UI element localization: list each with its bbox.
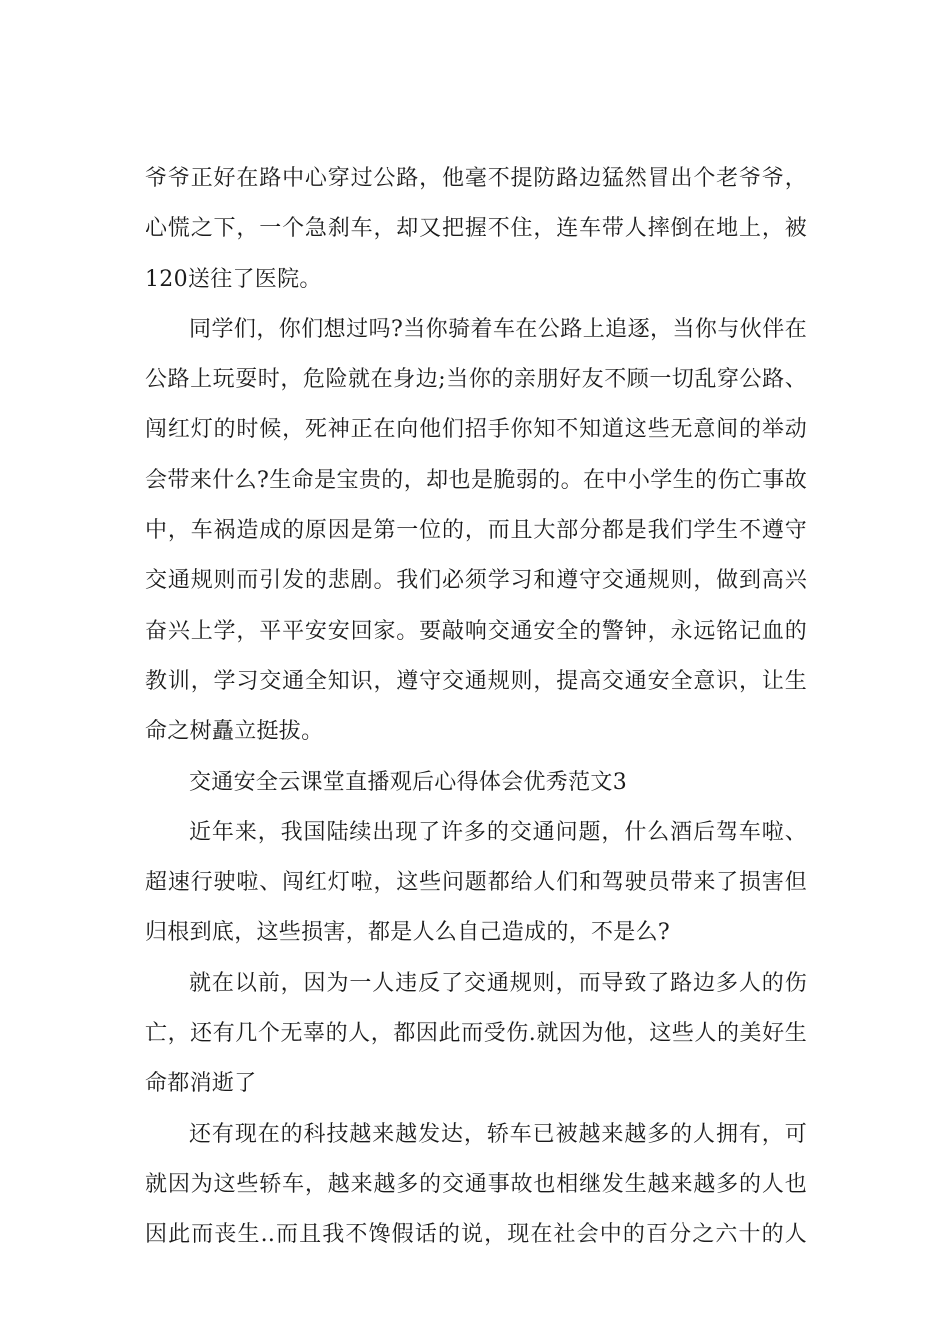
text-line: 超速行驶啦、闯红灯啦，这些问题都给人们和驾驶员带来了损害但 [145, 870, 807, 896]
paragraph-p2 [145, 305, 807, 758]
text-line: 因此而丧生..而且我不馋假话的说，现在社会中的百分之六十的人 [145, 1222, 807, 1248]
paragraph-p5 [145, 1110, 807, 1261]
text-line: 闯红灯的时候，死神正在向他们招手你知不知道这些无意间的举动 [145, 417, 807, 443]
text-line: 归根到底，这些损害，都是人么自己造成的，不是么? [145, 920, 670, 946]
text-line: 交通规则而引发的悲剧。我们必须学习和遵守交通规则，做到高兴 [145, 568, 807, 594]
text-line: 命都消逝了 [145, 1071, 257, 1097]
text-line: 中，车祸造成的原因是第一位的，而且大部分都是我们学生不遵守 [145, 518, 807, 544]
text-line: 120送往了医院。 [145, 266, 322, 292]
text-line: 命之树矗立挺拔。 [145, 719, 324, 745]
text-line: 亡，还有几个无辜的人，都因此而受伤.就因为他，这些人的美好生 [145, 1021, 807, 1047]
paragraph-p1 [145, 154, 807, 305]
text-line: 就因为这些轿车，越来越多的交通事故也相继发生越来越多的人也 [145, 1171, 807, 1197]
text-line: 会带来什么?生命是宝贵的，却也是脆弱的。在中小学生的伤亡事故 [145, 467, 807, 493]
paragraph-p3 [145, 808, 807, 959]
section-heading [145, 758, 807, 808]
text-line: 同学们，你们想过吗?当你骑着车在公路上追逐，当你与伙伴在 [189, 316, 807, 342]
paragraph-p4 [145, 959, 807, 1110]
document-body [145, 154, 807, 1261]
text-line: 还有现在的科技越来越发达，轿车已被越来越多的人拥有，可 [189, 1121, 807, 1147]
text-line: 奋兴上学，平平安安回家。要敲响交通安全的警钟，永远铭记血的 [145, 618, 807, 644]
text-line: 公路上玩耍时，危险就在身边;当你的亲朋好友不顾一切乱穿公路、 [145, 367, 807, 393]
text-line: 爷爷正好在路中心穿过公路，他毫不提防路边猛然冒出个老爷爷， [145, 166, 807, 191]
text-line: 交通安全云课堂直播观后心得体会优秀范文3 [189, 769, 627, 795]
text-line: 近年来，我国陆续出现了许多的交通问题，什么酒后驾车啦、 [189, 819, 807, 845]
text-line: 心慌之下，一个急刹车，却又把握不住，连车带人摔倒在地上，被 [145, 216, 807, 242]
text-line: 就在以前，因为一人违反了交通规则，而导致了路边多人的伤 [189, 970, 807, 996]
text-line: 教训，学习交通全知识，遵守交通规则，提高交通安全意识，让生 [145, 668, 807, 694]
